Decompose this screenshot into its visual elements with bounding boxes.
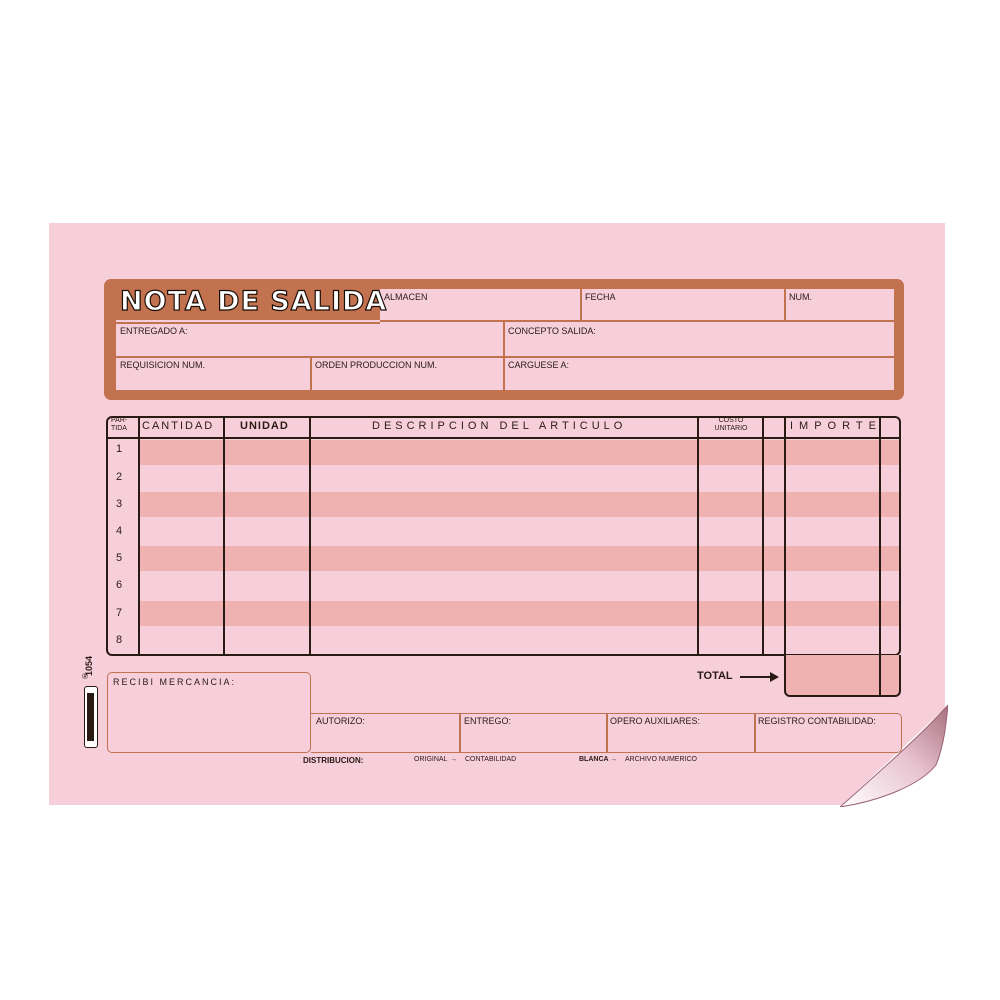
almacen-field[interactable]: ALMACEN <box>384 292 428 302</box>
header-descripcion: DESCRIPCION DEL ARTICULO <box>372 420 627 432</box>
row-number: 5 <box>116 552 123 564</box>
table-column-divider <box>784 416 786 656</box>
header-divider <box>310 356 312 390</box>
header-divider <box>784 289 786 320</box>
row-number: 8 <box>116 634 123 646</box>
dist-arrow-icon: → <box>610 756 617 763</box>
registro-field[interactable]: REGISTRO CONTABILIDAD: <box>758 716 876 726</box>
table-column-divider <box>697 416 699 656</box>
header-partida-line1: PAR- <box>111 417 128 424</box>
header-costo-line2: UNITARIO <box>714 425 748 432</box>
row-number: 7 <box>116 607 123 619</box>
num-field[interactable]: NUM. <box>789 292 812 302</box>
dist-arrow-icon: → <box>450 756 457 763</box>
header-importe: IMPORTE <box>790 420 882 432</box>
header-costo-line1: COSTO <box>718 417 744 424</box>
form-code: 1054 <box>84 655 94 676</box>
carguese-field[interactable]: CARGUESE A: <box>508 360 570 370</box>
total-field[interactable] <box>784 655 901 697</box>
header-rule <box>380 320 894 322</box>
table-column-divider <box>309 416 311 656</box>
header-partida-line2: TIDA <box>111 425 127 432</box>
arrow-head-icon <box>770 672 779 682</box>
dist-contabilidad: CONTABILIDAD <box>465 756 517 763</box>
dist-archivo: ARCHIVO NUMERICO <box>625 756 697 763</box>
orden-field[interactable]: ORDEN PRODUCCION NUM. <box>315 360 438 370</box>
signature-divider <box>606 713 608 753</box>
signature-divider <box>459 713 461 753</box>
row-number: 6 <box>116 579 123 591</box>
table-header-rule <box>106 437 901 439</box>
row-number: 2 <box>116 471 123 483</box>
header-rule <box>116 322 380 324</box>
table-column-divider <box>879 416 881 656</box>
items-table <box>106 416 901 656</box>
header-unidad: UNIDAD <box>240 420 289 432</box>
concepto-field[interactable]: CONCEPTO SALIDA: <box>508 326 596 336</box>
header-partida <box>111 417 127 433</box>
table-column-divider <box>762 416 764 656</box>
dist-original: ORIGINAL <box>414 756 448 763</box>
entrego-field[interactable]: ENTREGO: <box>464 716 512 726</box>
signature-divider <box>754 713 756 753</box>
autorizo-field[interactable]: AUTORIZO: <box>316 716 365 726</box>
dist-blanca: BLANCA <box>579 756 609 763</box>
row-number: 1 <box>116 443 123 455</box>
header-divider <box>580 289 582 320</box>
form-title: NOTA DE SALIDA <box>120 286 388 317</box>
table-column-divider <box>223 416 225 656</box>
opero-field[interactable]: OPERO AUXILIARES: <box>610 716 701 726</box>
header-rule <box>116 356 894 358</box>
registered-mark: ® <box>82 672 88 681</box>
row-number: 4 <box>116 525 123 537</box>
total-label: TOTAL <box>697 670 733 682</box>
row-number: 3 <box>116 498 123 510</box>
brand-logo-icon <box>84 686 98 748</box>
header-divider <box>503 322 505 390</box>
requisicion-field[interactable]: REQUISICION NUM. <box>120 360 206 370</box>
fecha-field[interactable]: FECHA <box>585 292 616 302</box>
total-divider <box>879 655 881 695</box>
recibi-label: RECIBI MERCANCIA: <box>113 677 237 687</box>
header-cantidad: CANTIDAD <box>142 420 215 432</box>
entregado-field[interactable]: ENTREGADO A: <box>120 326 188 336</box>
table-column-divider <box>138 416 140 656</box>
header-costo <box>706 417 756 433</box>
distribucion-label: DISTRIBUCION: <box>303 756 364 765</box>
